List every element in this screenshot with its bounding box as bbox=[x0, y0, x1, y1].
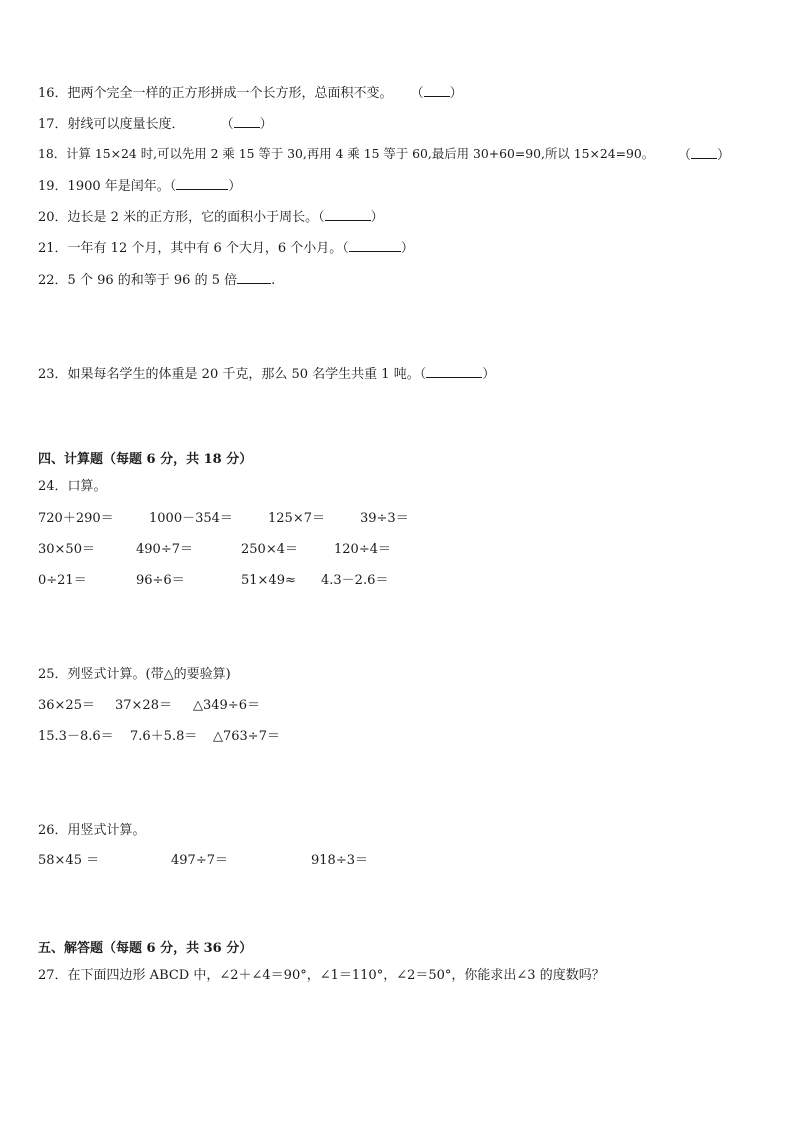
paren-open: （ bbox=[169, 179, 177, 194]
question-number: 17． bbox=[38, 117, 68, 132]
paren-open: （ bbox=[318, 210, 325, 225]
section-4-title: 四、计算题（每题 6 分，共 18 分） bbox=[38, 452, 253, 467]
paren-open: （ bbox=[410, 86, 424, 101]
vertical-calc-item: 7.6＋5.8＝ bbox=[130, 729, 198, 744]
answer-blank[interactable] bbox=[426, 365, 482, 378]
oral-calc-item: 51×49≈ bbox=[241, 573, 296, 588]
paren-open: （ bbox=[678, 148, 692, 163]
paren-close: ） bbox=[228, 179, 242, 194]
vertical-calc-item: 918÷3＝ bbox=[311, 853, 368, 868]
question-23 bbox=[38, 365, 495, 383]
vertical-calc-item: 58×45 ＝ bbox=[38, 853, 100, 868]
paren-open: （ bbox=[419, 367, 427, 382]
question-text: 一年有 12 个月，其中有 6 个大月，6 个小月。 bbox=[67, 241, 343, 256]
question-text: 把两个完全一样的正方形拼成一个长方形，总面积不变。 bbox=[67, 86, 393, 101]
answer-blank[interactable] bbox=[691, 146, 717, 159]
question-number: 23． bbox=[38, 367, 68, 382]
question-24-label: 24．口算。 bbox=[38, 479, 107, 494]
vertical-calc-item: 497÷7＝ bbox=[171, 853, 228, 868]
paren-close: ） bbox=[449, 86, 463, 101]
answer-blank[interactable] bbox=[424, 84, 450, 97]
answer-blank[interactable] bbox=[325, 208, 371, 221]
question-number: 20． bbox=[38, 210, 68, 225]
question-20 bbox=[38, 208, 384, 226]
paren-open: （ bbox=[220, 117, 234, 132]
vertical-calc-item: △349÷6＝ bbox=[193, 698, 260, 713]
oral-calc-item: 30×50＝ bbox=[38, 542, 95, 557]
question-22 bbox=[38, 271, 275, 289]
question-text: 计算 15×24 时,可以先用 2 乘 15 等于 30,再用 4 乘 15 等于 60,最后用 30+60=90,所以 15×24=90。 bbox=[66, 146, 655, 161]
vertical-calc-item: △763÷7＝ bbox=[213, 729, 280, 744]
oral-calc-item: 120÷4＝ bbox=[334, 542, 391, 557]
question-18 bbox=[38, 146, 654, 162]
oral-calc-item: 0÷21＝ bbox=[38, 573, 87, 588]
paren-close: ） bbox=[370, 210, 384, 225]
oral-calc-item: 720＋290＝ bbox=[38, 511, 114, 526]
oral-calc-item: 125×7＝ bbox=[268, 511, 325, 526]
question-text: 5 个 96 的和等于 96 的 5 倍 bbox=[67, 273, 238, 288]
oral-calc-item: 39÷3＝ bbox=[360, 511, 409, 526]
question-27: 27．在下面四边形 ABCD 中，∠2＋∠4＝90°，∠1＝110°，∠2＝50°，你能求出∠3 的度数吗？ bbox=[38, 968, 605, 983]
oral-calc-item: 490÷7＝ bbox=[136, 542, 193, 557]
vertical-calc-item: 36×25＝ bbox=[38, 698, 95, 713]
answer-blank[interactable] bbox=[234, 115, 260, 128]
answer-blank[interactable] bbox=[176, 177, 228, 190]
question-19 bbox=[38, 177, 241, 195]
paren-close: ） bbox=[482, 367, 496, 382]
question-number: 22． bbox=[38, 273, 68, 288]
question-number: 18． bbox=[38, 146, 67, 161]
question-21 bbox=[38, 239, 414, 257]
paren-open: （ bbox=[342, 241, 349, 256]
oral-calc-item: 250×4＝ bbox=[241, 542, 298, 557]
question-text: 射线可以度量长度． bbox=[67, 117, 185, 132]
vertical-calc-item: 37×28＝ bbox=[115, 698, 172, 713]
question-17 bbox=[38, 115, 273, 133]
answer-blank[interactable] bbox=[237, 271, 271, 284]
question-text: 边长是 2 米的正方形，它的面积小于周长。 bbox=[67, 210, 319, 225]
question-text: 1900 年是闰年。 bbox=[67, 179, 170, 194]
paren-close: ） bbox=[400, 241, 414, 256]
question-text: 如果每名学生的体重是 20 千克，那么 50 名学生共重 1 吨。 bbox=[67, 367, 420, 382]
question-16 bbox=[38, 84, 463, 102]
answer-blank[interactable] bbox=[349, 239, 401, 252]
oral-calc-item: 4.3－2.6＝ bbox=[321, 573, 389, 588]
vertical-calc-item: 15.3－8.6＝ bbox=[38, 729, 114, 744]
paren-close: ） bbox=[717, 148, 731, 163]
question-26-label: 26．用竖式计算。 bbox=[38, 823, 146, 838]
question-25-label: 25．列竖式计算。(带△的要验算) bbox=[38, 667, 231, 682]
question-number: 19． bbox=[38, 179, 68, 194]
paren-close: ） bbox=[259, 117, 273, 132]
question-tail: . bbox=[271, 273, 276, 288]
oral-calc-item: 96÷6＝ bbox=[136, 573, 185, 588]
section-5-title: 五、解答题（每题 6 分，共 36 分） bbox=[38, 941, 253, 956]
oral-calc-item: 1000－354＝ bbox=[149, 511, 233, 526]
question-number: 21． bbox=[38, 241, 68, 256]
question-number: 16． bbox=[38, 86, 68, 101]
question-18-answer bbox=[678, 146, 730, 164]
